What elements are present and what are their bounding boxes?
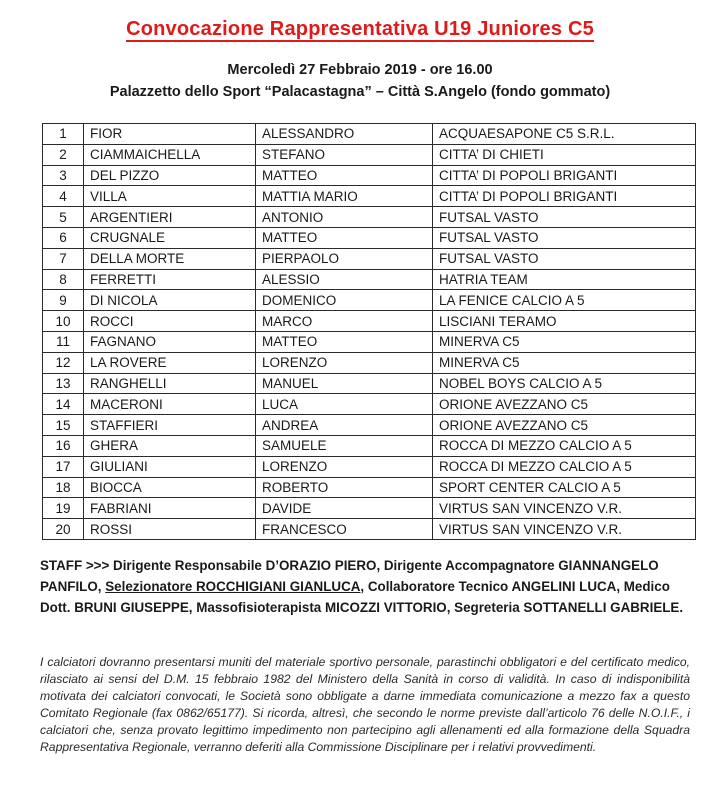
row-number: 12 [43, 352, 84, 373]
document-title-text: Convocazione Rappresentativa U19 Juniores C5 [126, 18, 594, 40]
player-club: CITTA’ DI CHIETI [433, 144, 696, 165]
player-name: ANDREA [256, 415, 433, 436]
player-club: LA FENICE CALCIO A 5 [433, 290, 696, 311]
player-name: DOMENICO [256, 290, 433, 311]
table-row [43, 290, 696, 311]
table-row [43, 498, 696, 519]
player-name: MATTEO [256, 331, 433, 352]
table-row [43, 394, 696, 415]
row-number: 19 [43, 498, 84, 519]
player-surname: FIOR [84, 124, 256, 145]
roster-table [42, 123, 696, 540]
player-surname: MACERONI [84, 394, 256, 415]
player-club: CITTA’ DI POPOLI BRIGANTI [433, 186, 696, 207]
staff-text-start: STAFF >>> Dirigente Responsabile D’ORAZIO PIERO, Dirigente Accompagnatore GIANNANGELO PANFILO, [40, 558, 659, 594]
table-row [43, 207, 696, 228]
staff-selezionatore: Selezionatore ROCCHIGIANI GIANLUCA [105, 579, 361, 594]
row-number: 9 [43, 290, 84, 311]
player-surname: DELLA MORTE [84, 248, 256, 269]
table-row [43, 456, 696, 477]
table-row [43, 519, 696, 540]
row-number: 4 [43, 186, 84, 207]
player-surname: FERRETTI [84, 269, 256, 290]
player-name: LORENZO [256, 352, 433, 373]
table-row [43, 477, 696, 498]
table-row [43, 331, 696, 352]
player-surname: ROCCI [84, 311, 256, 332]
player-name: MATTEO [256, 227, 433, 248]
player-name: MANUEL [256, 373, 433, 394]
player-club: MINERVA C5 [433, 352, 696, 373]
player-surname: LA ROVERE [84, 352, 256, 373]
table-row [43, 373, 696, 394]
player-surname: ARGENTIERI [84, 207, 256, 228]
player-surname: RANGHELLI [84, 373, 256, 394]
player-club: ORIONE AVEZZANO C5 [433, 415, 696, 436]
player-name: MATTIA MARIO [256, 186, 433, 207]
player-club: VIRTUS SAN VINCENZO V.R. [433, 498, 696, 519]
table-row [43, 248, 696, 269]
player-name: ROBERTO [256, 477, 433, 498]
player-name: PIERPAOLO [256, 248, 433, 269]
table-row [43, 227, 696, 248]
player-club: SPORT CENTER CALCIO A 5 [433, 477, 696, 498]
row-number: 15 [43, 415, 84, 436]
player-name: MARCO [256, 311, 433, 332]
player-club: VIRTUS SAN VINCENZO V.R. [433, 519, 696, 540]
row-number: 18 [43, 477, 84, 498]
row-number: 2 [43, 144, 84, 165]
player-club: FUTSAL VASTO [433, 248, 696, 269]
row-number: 3 [43, 165, 84, 186]
player-club: ACQUAESAPONE C5 S.R.L. [433, 124, 696, 145]
player-name: ALESSIO [256, 269, 433, 290]
table-row [43, 435, 696, 456]
row-number: 17 [43, 456, 84, 477]
player-surname: BIOCCA [84, 477, 256, 498]
player-surname: CRUGNALE [84, 227, 256, 248]
row-number: 10 [43, 311, 84, 332]
event-venue: Palazzetto dello Sport “Palacastagna” – Città S.Angelo (fondo gommato) [109, 84, 611, 100]
notes-paragraph: I calciatori dovranno presentarsi muniti del materiale sportivo personale, parastinchi obbligatori e del certificato medico, rilasciato ai sensi del D.M. 15 febbraio 1982 del Ministero della Sanità in corso di validità. In caso di indisponibilità motivata dei calciatori convocati, le Società sono obbligate a darne immediata comunicazione a mezzo fax a questo Comitato Regionale (fax 0862/65177). Si ricorda, altresì, che secondo le norme previste dall’articolo 76 delle N.O.I.F., i calciatori che, senza provato legittimo impedimento non partecipino agli allenamenti ed alla formazione della Squadra Rappresentativa Regionale, verranno deferiti alla Commissione Disciplinare per i relativi provvedimenti. [40, 655, 690, 754]
row-number: 7 [43, 248, 84, 269]
row-number: 13 [43, 373, 84, 394]
table-row [43, 415, 696, 436]
document-title [0, 18, 720, 41]
player-surname: ROSSI [84, 519, 256, 540]
event-date: Mercoledì 27 Febbraio 2019 - ore 16.00 [227, 62, 493, 78]
player-club: HATRIA TEAM [433, 269, 696, 290]
player-name: MATTEO [256, 165, 433, 186]
roster-body [43, 124, 696, 540]
row-number: 20 [43, 519, 84, 540]
table-row [43, 165, 696, 186]
row-number: 16 [43, 435, 84, 456]
row-number: 14 [43, 394, 84, 415]
row-number: 8 [43, 269, 84, 290]
player-surname: FAGNANO [84, 331, 256, 352]
table-row [43, 311, 696, 332]
player-name: LORENZO [256, 456, 433, 477]
player-name: FRANCESCO [256, 519, 433, 540]
player-name: ANTONIO [256, 207, 433, 228]
player-surname: DEL PIZZO [84, 165, 256, 186]
player-name: ALESSANDRO [256, 124, 433, 145]
player-surname: GHERA [84, 435, 256, 456]
player-name: SAMUELE [256, 435, 433, 456]
player-club: FUTSAL VASTO [433, 227, 696, 248]
player-surname: VILLA [84, 186, 256, 207]
player-name: LUCA [256, 394, 433, 415]
player-name: DAVIDE [256, 498, 433, 519]
table-row [43, 144, 696, 165]
row-number: 11 [43, 331, 84, 352]
row-number: 5 [43, 207, 84, 228]
player-club: LISCIANI TERAMO [433, 311, 696, 332]
table-row [43, 186, 696, 207]
player-club: ROCCA DI MEZZO CALCIO A 5 [433, 435, 696, 456]
player-club: MINERVA C5 [433, 331, 696, 352]
player-surname: CIAMMAICHELLA [84, 144, 256, 165]
staff-paragraph [40, 555, 690, 618]
player-surname: FABRIANI [84, 498, 256, 519]
player-club: NOBEL BOYS CALCIO A 5 [433, 373, 696, 394]
staff-text-end: , Collaboratore Tecnico ANGELINI LUCA, Medico Dott. BRUNI GIUSEPPE, Massofisioterapista MICOZZI VITTORIO, Segreteria SOTTANELLI GABRIELE. [40, 579, 684, 615]
player-club: ORIONE AVEZZANO C5 [433, 394, 696, 415]
player-name: STEFANO [256, 144, 433, 165]
player-surname: DI NICOLA [84, 290, 256, 311]
row-number: 1 [43, 124, 84, 145]
player-surname: GIULIANI [84, 456, 256, 477]
table-row [43, 124, 696, 145]
row-number: 6 [43, 227, 84, 248]
player-club: FUTSAL VASTO [433, 207, 696, 228]
table-row [43, 352, 696, 373]
player-club: ROCCA DI MEZZO CALCIO A 5 [433, 456, 696, 477]
player-club: CITTA’ DI POPOLI BRIGANTI [433, 165, 696, 186]
player-surname: STAFFIERI [84, 415, 256, 436]
table-row [43, 269, 696, 290]
